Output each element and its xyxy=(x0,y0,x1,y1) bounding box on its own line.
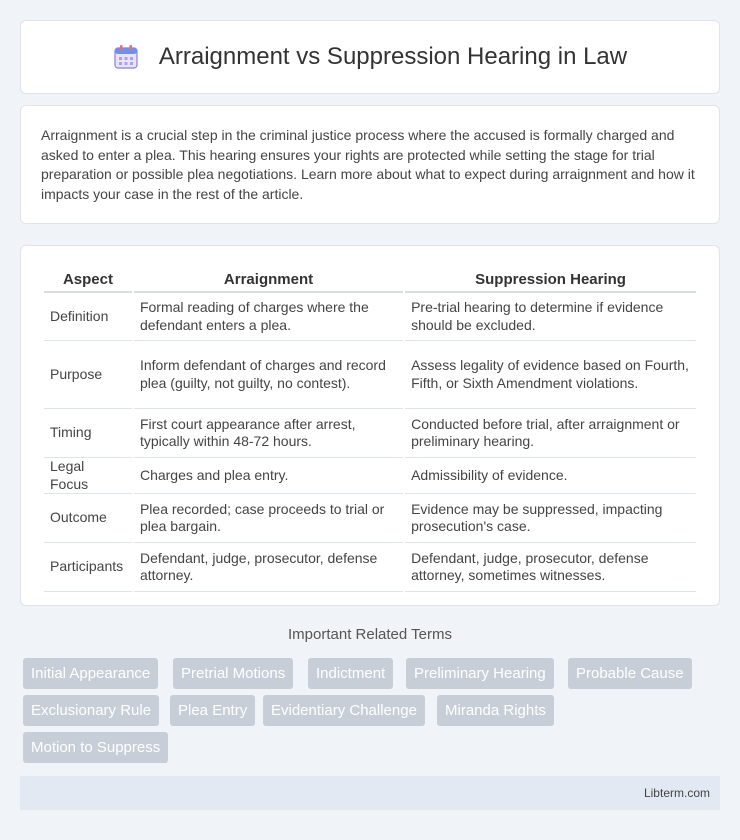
row-aspect: Legal Focus xyxy=(44,458,132,494)
row-aspect: Timing xyxy=(44,409,132,458)
row-suppression: Assess legality of evidence based on Fourth, Fifth, or Sixth Amendment violations. xyxy=(405,341,696,409)
header-suppression: Suppression Hearing xyxy=(405,266,696,293)
term-tag[interactable]: Plea Entry xyxy=(170,695,255,726)
row-suppression: Evidence may be suppressed, impacting prosecution's case. xyxy=(405,494,696,543)
row-aspect: Outcome xyxy=(44,494,132,543)
comparison-card xyxy=(20,245,720,606)
row-suppression: Defendant, judge, prosecutor, defense attorney, sometimes witnesses. xyxy=(405,543,696,592)
term-tag[interactable]: Evidentiary Challenge xyxy=(263,695,425,726)
header-aspect: Aspect xyxy=(44,266,132,293)
term-tag[interactable]: Indictment xyxy=(308,658,393,689)
row-suppression: Pre-trial hearing to determine if evidence should be excluded. xyxy=(405,293,696,341)
row-arraignment: Charges and plea entry. xyxy=(134,458,403,494)
row-aspect: Purpose xyxy=(44,341,132,409)
table-row xyxy=(44,341,696,409)
term-tag[interactable]: Exclusionary Rule xyxy=(23,695,159,726)
page-title: Arraignment vs Suppression Hearing in Law xyxy=(158,43,628,70)
term-tag[interactable]: Preliminary Hearing xyxy=(406,658,554,689)
table-row xyxy=(44,293,696,341)
row-arraignment: Defendant, judge, prosecutor, defense attorney. xyxy=(134,543,403,592)
comparison-table xyxy=(42,266,698,592)
intro-card xyxy=(20,105,720,224)
row-suppression: Conducted before trial, after arraignment or preliminary hearing. xyxy=(405,409,696,458)
table-row xyxy=(44,409,696,458)
footer-brand[interactable]: Libterm.com xyxy=(643,786,710,800)
row-aspect: Definition xyxy=(44,293,132,341)
header-card xyxy=(20,20,720,94)
term-tag[interactable]: Pretrial Motions xyxy=(173,658,293,689)
intro-text: Arraignment is a crucial step in the criminal justice process where the accused is formally charged and asked to enter a plea. This hearing ensures your rights are protected while setting the stage for trial preparation or possible plea negotiations. Learn more about what to expect during arraignment and how it impacts your case in the rest of the article. xyxy=(41,127,695,202)
term-tag[interactable]: Motion to Suppress xyxy=(23,732,168,763)
row-suppression: Admissibility of evidence. xyxy=(405,458,696,494)
term-tag[interactable]: Initial Appearance xyxy=(23,658,158,689)
calendar-icon xyxy=(113,44,139,70)
header-arraignment: Arraignment xyxy=(134,266,403,293)
row-arraignment: First court appearance after arrest, typically within 48-72 hours. xyxy=(134,409,403,458)
table-row xyxy=(44,494,696,543)
row-arraignment: Plea recorded; case proceeds to trial or plea bargain. xyxy=(134,494,403,543)
row-aspect: Participants xyxy=(44,543,132,592)
row-arraignment: Formal reading of charges where the defendant enters a plea. xyxy=(134,293,403,341)
table-row xyxy=(44,458,696,494)
row-arraignment: Inform defendant of charges and record plea (guilty, not guilty, no contest). xyxy=(134,341,403,409)
term-tag[interactable]: Probable Cause xyxy=(568,658,692,689)
term-tag[interactable]: Miranda Rights xyxy=(437,695,554,726)
footer xyxy=(20,776,720,810)
table-row xyxy=(44,543,696,592)
related-terms-title: Important Related Terms xyxy=(288,626,452,643)
